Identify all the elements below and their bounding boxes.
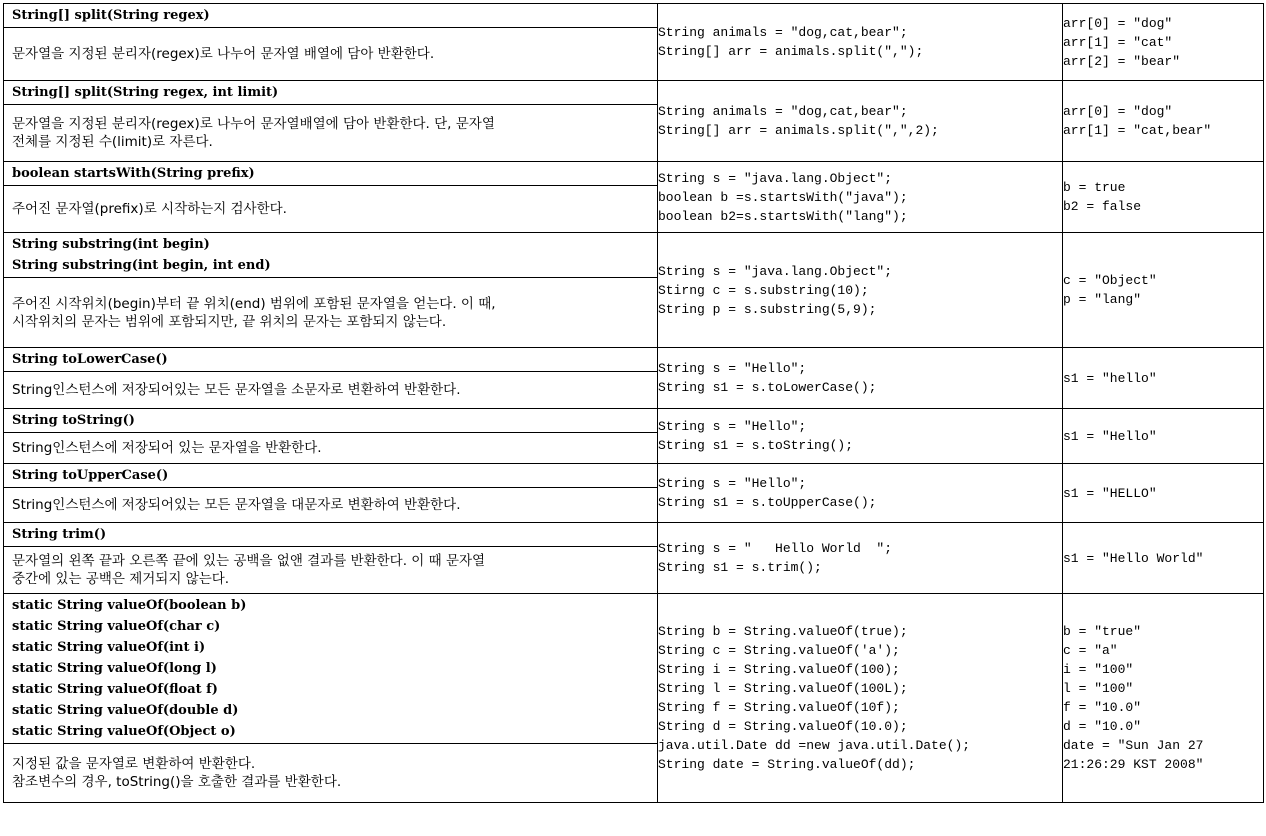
description-line: String인스턴스에 저장되어있는 모든 문자열을 소문자로 변환하여 반환한다. <box>12 382 461 398</box>
code-line: boolean b =s.startsWith("java"); <box>658 189 908 205</box>
method-description <box>4 185 657 232</box>
string-methods-page <box>3 3 1263 803</box>
example-code-cell <box>658 4 1063 81</box>
method-cell <box>4 162 658 233</box>
description-line: 문자열의 왼쪽 끝과 오른쪽 끝에 있는 공백을 없앤 결과를 반환한다. 이 때 문자열 <box>12 553 486 569</box>
method-description <box>4 371 657 408</box>
code-line: Stirng c = s.substring(10); <box>658 282 869 298</box>
signature-line: boolean startsWith(String prefix) <box>12 166 255 181</box>
signature-line: String toString() <box>12 413 135 428</box>
signature-line: String toLowerCase() <box>12 352 168 367</box>
result-line: 21:26:29 KST 2008" <box>1063 757 1204 772</box>
result-line: c = "a" <box>1063 643 1118 658</box>
method-cell <box>4 594 658 803</box>
example-code-cell <box>658 81 1063 162</box>
result-cell <box>1063 81 1264 162</box>
code-line: String s1 = s.toLowerCase(); <box>658 380 877 395</box>
code-line: String b = String.valueOf(true); <box>658 624 908 639</box>
result-line: s1 = "HELLO" <box>1063 485 1157 501</box>
code-line: String s = "Hello"; <box>658 419 807 434</box>
method-cell <box>4 523 658 594</box>
method-cell-inner <box>4 464 657 522</box>
result-line: c = "Object" <box>1063 273 1157 288</box>
method-signature <box>4 162 657 185</box>
code-line: String s = "java.lang.Object"; <box>658 170 893 186</box>
result-line: p = "lang" <box>1063 292 1142 307</box>
code-line: String s = "java.lang.Object"; <box>658 263 893 279</box>
code-line: String i = String.valueOf(100); <box>658 662 900 677</box>
method-signature <box>4 409 657 432</box>
example-code-cell <box>658 162 1063 233</box>
result-cell <box>1063 523 1264 594</box>
method-cell-inner <box>4 523 657 593</box>
description-line: 시작위치의 문자는 범위에 포함되지만, 끝 위치의 문자는 포함되지 않는다. <box>12 313 447 330</box>
description-line: String인스턴스에 저장되어 있는 문자열을 반환한다. <box>12 440 322 456</box>
signature-line: static String valueOf(char c) <box>12 619 221 634</box>
result-line: s1 = "Hello" <box>1063 428 1157 444</box>
result-line: arr[1] = "cat,bear" <box>1063 123 1212 138</box>
description-line: 문자열을 지정된 분리자(regex)로 나누어 문자열 배열에 담아 반환한다. <box>12 46 435 62</box>
table-row <box>4 233 1264 348</box>
code-line: String l = String.valueOf(100L); <box>658 681 908 696</box>
method-signature <box>4 348 657 371</box>
method-cell-inner <box>4 81 657 161</box>
signature-line: String[] split(String regex) <box>12 8 210 23</box>
example-code-cell <box>658 348 1063 409</box>
method-signature <box>4 594 657 743</box>
table-row <box>4 523 1264 594</box>
method-signature <box>4 81 657 104</box>
description-line: 지정된 값을 문자열로 변환하여 반환한다. <box>12 756 256 772</box>
example-code-cell <box>658 409 1063 464</box>
method-cell-inner <box>4 162 657 232</box>
table-body <box>4 4 1264 803</box>
result-cell <box>1063 162 1264 233</box>
method-cell <box>4 4 658 81</box>
code-line: String s1 = s.toString(); <box>658 438 854 453</box>
result-line: s1 = "Hello World" <box>1063 550 1204 566</box>
code-line: String s1 = s.trim(); <box>658 560 822 575</box>
method-cell <box>4 233 658 348</box>
code-line: String date = String.valueOf(dd); <box>658 757 916 772</box>
result-cell <box>1063 348 1264 409</box>
result-cell <box>1063 4 1264 81</box>
string-methods-table <box>3 3 1264 803</box>
code-line: String s1 = s.toUpperCase(); <box>658 495 877 510</box>
method-cell-inner <box>4 409 657 463</box>
method-cell-inner <box>4 594 657 802</box>
result-cell <box>1063 233 1264 348</box>
description-line: 주어진 문자열(prefix)로 시작하는지 검사한다. <box>12 201 287 217</box>
signature-line: static String valueOf(int i) <box>12 640 206 655</box>
table-row <box>4 409 1264 464</box>
signature-line: static String valueOf(long l) <box>12 661 217 676</box>
method-cell <box>4 409 658 464</box>
signature-line: static String valueOf(double d) <box>12 703 239 718</box>
table-row <box>4 162 1264 233</box>
method-cell-inner <box>4 348 657 408</box>
example-code-cell <box>658 464 1063 523</box>
code-line: String d = String.valueOf(10.0); <box>658 719 908 734</box>
table-row <box>4 81 1264 162</box>
method-description <box>4 546 657 593</box>
method-cell <box>4 348 658 409</box>
table-row <box>4 348 1264 409</box>
example-code-cell <box>658 233 1063 348</box>
signature-line: String trim() <box>12 527 107 542</box>
table-row <box>4 464 1264 523</box>
description-line: 주어진 시작위치(begin)부터 끝 위치(end) 범위에 포함된 문자열을 얻는다. 이 때, <box>12 295 496 312</box>
result-cell <box>1063 409 1264 464</box>
code-line: String s = "Hello"; <box>658 361 807 376</box>
description-line: 문자열을 지정된 분리자(regex)로 나누어 문자열배열에 담아 반환한다. 단, 문자열 <box>12 116 495 132</box>
description-line: String인스턴스에 저장되어있는 모든 문자열을 대문자로 변환하여 반환한다. <box>12 497 461 513</box>
signature-line: String[] split(String regex, int limit) <box>12 85 279 100</box>
result-line: b = "true" <box>1063 624 1142 639</box>
method-signature <box>4 523 657 546</box>
method-description <box>4 487 657 522</box>
code-line: String s = " Hello World "; <box>658 541 893 556</box>
result-line: s1 = "hello" <box>1063 370 1157 386</box>
method-cell <box>4 464 658 523</box>
code-line: String animals = "dog,cat,bear"; <box>658 25 908 40</box>
result-cell <box>1063 464 1264 523</box>
code-line: boolean b2=s.startsWith("lang"); <box>658 208 908 224</box>
table-row <box>4 594 1264 803</box>
result-line: date = "Sun Jan 27 <box>1063 738 1204 753</box>
method-description <box>4 277 657 347</box>
result-line: arr[0] = "dog" <box>1063 15 1173 31</box>
table-row <box>4 4 1264 81</box>
code-line: String[] arr = animals.split(","); <box>658 44 924 59</box>
description-line: 전체를 지정된 수(limit)로 자른다. <box>12 134 213 150</box>
description-line: 중간에 있는 공백은 제거되지 않는다. <box>12 571 230 587</box>
result-line: l = "100" <box>1063 681 1134 696</box>
result-line: d = "10.0" <box>1063 719 1142 734</box>
signature-line: static String valueOf(float f) <box>12 682 218 697</box>
method-signature <box>4 233 657 277</box>
code-line: String[] arr = animals.split(",",2); <box>658 123 939 138</box>
method-signature <box>4 4 657 27</box>
method-cell-inner <box>4 233 657 347</box>
code-line: String c = String.valueOf('a'); <box>658 643 900 658</box>
signature-line: String substring(int begin) <box>12 237 210 252</box>
signature-line: static String valueOf(boolean b) <box>12 598 247 613</box>
code-line: String f = String.valueOf(10f); <box>658 700 900 715</box>
result-line: arr[1] = "cat" <box>1063 34 1173 50</box>
example-code-cell <box>658 594 1063 803</box>
method-cell-inner <box>4 4 657 80</box>
signature-line: static String valueOf(Object o) <box>12 724 236 739</box>
code-line: java.util.Date dd =new java.util.Date(); <box>658 738 971 753</box>
code-line: String animals = "dog,cat,bear"; <box>658 104 908 119</box>
result-line: b = true <box>1063 180 1126 195</box>
result-line: i = "100" <box>1063 662 1134 677</box>
code-line: String p = s.substring(5,9); <box>658 301 877 317</box>
result-cell <box>1063 594 1264 803</box>
code-line: String s = "Hello"; <box>658 476 807 491</box>
result-line: arr[2] = "bear" <box>1063 53 1181 69</box>
description-line: 참조변수의 경우, toString()을 호출한 결과를 반환한다. <box>12 774 342 790</box>
result-line: b2 = false <box>1063 199 1142 214</box>
method-description <box>4 432 657 463</box>
method-signature <box>4 464 657 487</box>
method-description <box>4 27 657 80</box>
result-line: f = "10.0" <box>1063 700 1142 715</box>
signature-line: String toUpperCase() <box>12 468 169 483</box>
method-cell <box>4 81 658 162</box>
method-description <box>4 104 657 161</box>
method-description <box>4 743 657 802</box>
example-code-cell <box>658 523 1063 594</box>
result-line: arr[0] = "dog" <box>1063 104 1173 119</box>
signature-line: String substring(int begin, int end) <box>12 258 271 273</box>
